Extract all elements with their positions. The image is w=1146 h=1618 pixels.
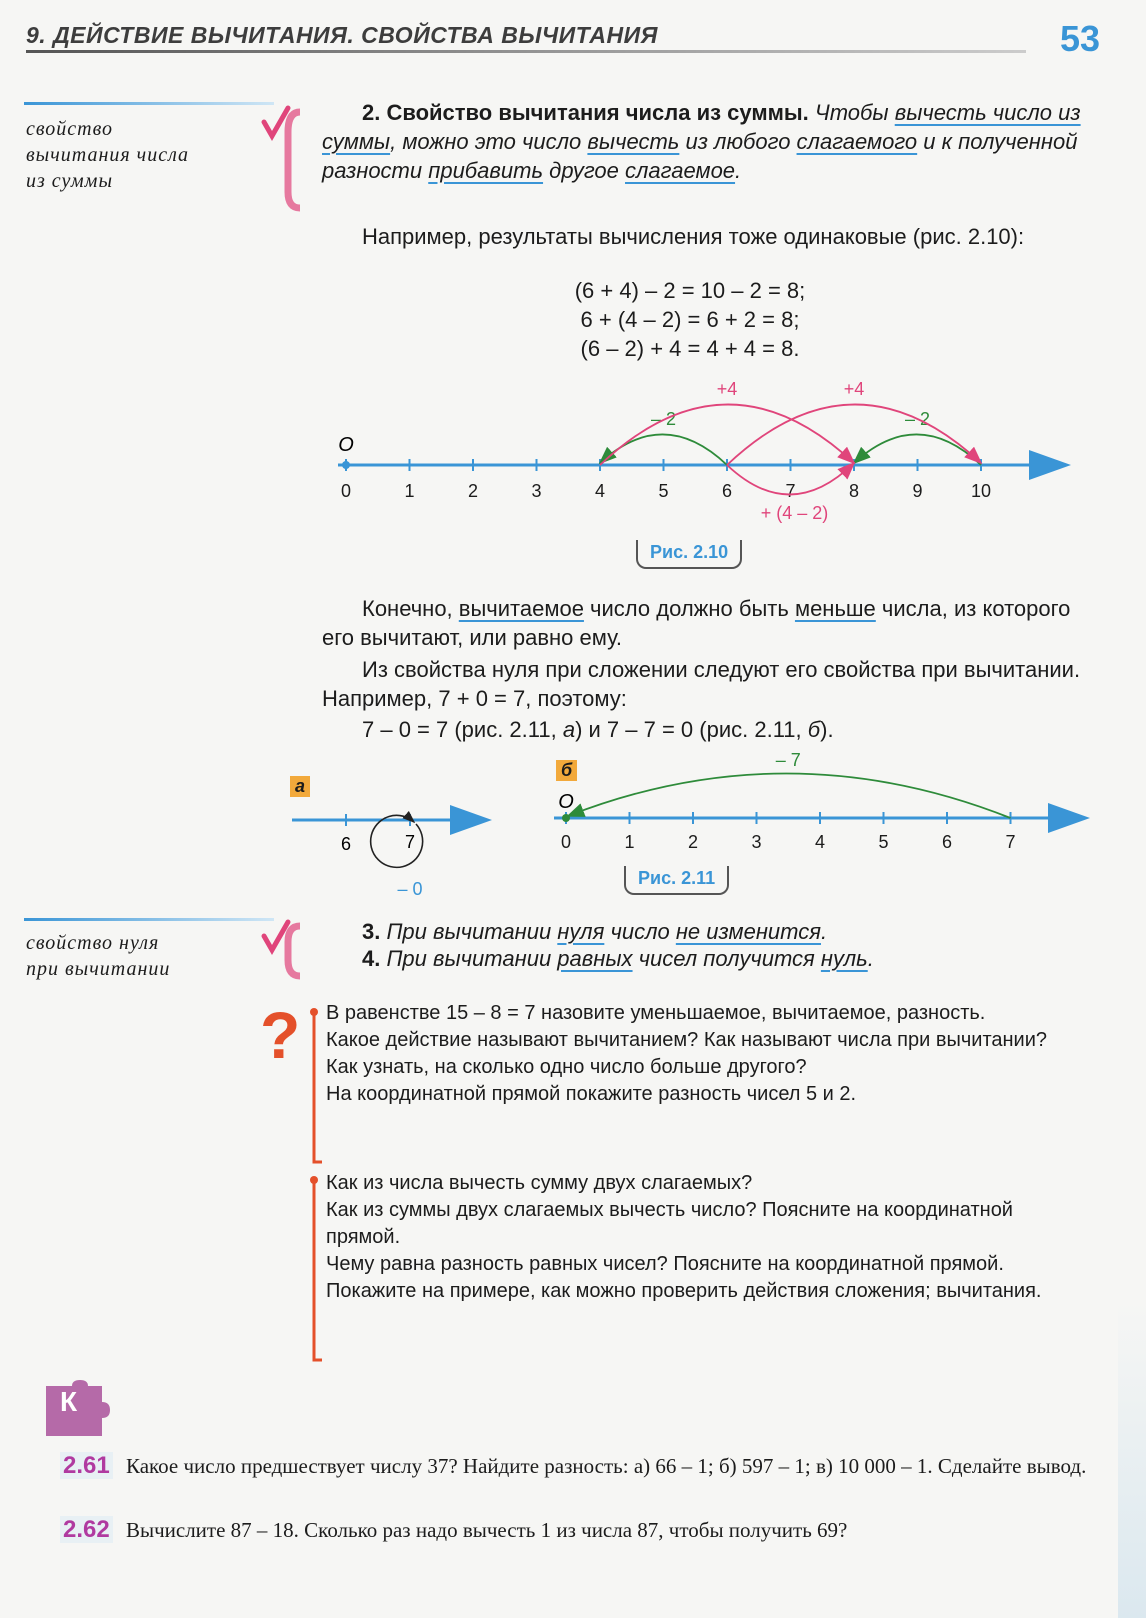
question: Как узнать, на сколько одно число больше другого? [326, 1056, 807, 1078]
tick-label: 7 [785, 481, 796, 501]
tick-label: 8 [848, 481, 860, 501]
side-note-property-zero [26, 930, 170, 982]
question: В равенстве 15 – 8 = 7 назовите уменьшаемое, вычитаемое, разность. [326, 1002, 986, 1024]
rule-term: равных [557, 946, 633, 971]
running-header: 9. ДЕЙСТВИЕ ВЫЧИТАНИЯ. СВОЙСТВА ВЫЧИТАНИЯ [26, 22, 658, 48]
side-note-line: вычитания числа [26, 144, 190, 166]
rule-text: число [604, 919, 676, 944]
equation: (6 + 4) – 2 = 10 – 2 = 8; [574, 278, 806, 303]
rules-3-4 [362, 918, 1082, 972]
tick-label: 7 [1005, 832, 1016, 852]
rule-term: не изменится [675, 919, 821, 944]
question: Какое действие называют вычитанием? Как называют числа при вычитании? [326, 1029, 1048, 1051]
checkmark-icon [258, 102, 308, 212]
rule-text: , можно это число [390, 129, 588, 154]
rule-text: из любого [679, 129, 797, 154]
rule-text: Чтобы [814, 100, 895, 125]
example-equations [520, 276, 860, 363]
text: б [807, 717, 821, 742]
tick-label: 9 [912, 481, 923, 501]
side-note-line: при вычитании [26, 958, 171, 980]
rule-term: прибавить [428, 158, 544, 183]
puzzle-piece-icon [44, 1380, 116, 1440]
panel-a-badge: а [290, 776, 310, 797]
rule-num: 3. [362, 919, 387, 944]
question: Как из числа вычесть сумму двух слагаемых? [326, 1172, 753, 1194]
rule-text: . [735, 158, 742, 183]
arc-label: +4 [843, 379, 865, 399]
rule-term: вычесть [587, 129, 680, 154]
rule-term: нуля [557, 919, 605, 944]
task-number: 2.62 [60, 1516, 113, 1543]
arc [600, 404, 854, 465]
arc-label: – 2 [904, 409, 931, 429]
tick-label: 1 [624, 832, 635, 852]
tick-label: 5 [658, 481, 669, 501]
arc-label: – 2 [650, 409, 677, 429]
tick-label: 10 [970, 481, 992, 501]
tick-label: 3 [531, 481, 542, 501]
arc [727, 404, 981, 465]
tick-label: 3 [751, 832, 762, 852]
equation: 6 + (4 – 2) = 6 + 2 = 8; [580, 307, 800, 332]
figure-2-10-caption-box [636, 540, 742, 569]
questions-group-1 [326, 1000, 1090, 1108]
arc [568, 773, 1011, 818]
page-number: 53 [1060, 18, 1101, 59]
page-edge-decoration [1118, 1300, 1146, 1618]
tick-label: 5 [878, 832, 889, 852]
paragraph-subtrahend [322, 594, 1088, 652]
rule-2 [322, 98, 1088, 185]
arc-label: + (4 – 2) [760, 503, 829, 523]
svg-text:?: ? [260, 1000, 301, 1064]
task-number: 2.61 [60, 1452, 113, 1479]
origin-label: O [338, 434, 354, 456]
side-note-line: из суммы [26, 170, 113, 192]
rule-2-lead: 2. Свойство вычитания числа из суммы. [362, 100, 809, 125]
rule-4 [362, 945, 1082, 972]
task-text: Какое число предшествует числу 37? Найдите разность: а) 66 – 1; б) 597 – 1; в) 10 000 – 1. Сделайте вывод. [125, 1454, 1087, 1478]
questions-group-2 [326, 1170, 1090, 1305]
checkmark-icon [258, 916, 308, 980]
tick-label: 1 [404, 481, 415, 501]
rule-term: нуль [820, 946, 868, 971]
term: меньше [794, 596, 876, 621]
text: 7 – 0 = 7 (рис. 2.11, [362, 717, 563, 742]
tick-label: 0 [340, 481, 352, 501]
rule-text: другое [543, 158, 626, 183]
rule-text: чисел получится [632, 946, 821, 971]
side-note-line: свойство нуля [26, 932, 160, 954]
rule-term: вычесть число из суммы [322, 100, 1081, 154]
rule-3 [362, 918, 1082, 945]
task-2-62 [60, 1516, 1090, 1544]
rule-text: При вычитании [386, 946, 558, 971]
figure-2-11a-number-line [290, 800, 500, 900]
figure-caption: Рис. 2.11 [624, 866, 729, 895]
task-2-61 [60, 1452, 1090, 1480]
text: Конечно, [362, 596, 459, 621]
example-intro: Например, результаты вычисления тоже одинаковые (рис. 2.10): [362, 224, 1025, 249]
figure-caption: Рис. 2.10 [636, 540, 742, 569]
question: Покажите на примере, как можно проверить действия сложения; вычитания. [326, 1280, 1042, 1302]
question-brackets [304, 1004, 324, 1368]
loop-label: – 0 [397, 879, 423, 899]
tick-label: 7 [404, 832, 416, 852]
tick-label: 6 [721, 481, 733, 501]
rule-text: При вычитании [386, 919, 558, 944]
equation: (6 – 2) + 4 = 4 + 4 = 8. [580, 336, 800, 361]
question-mark-icon [256, 1000, 306, 1064]
tick-label: 6 [340, 834, 352, 854]
tasks-badge-letter: К [60, 1386, 78, 1417]
task-text: Вычислите 87 – 18. Сколько раз надо вычесть 1 из числа 87, чтобы получить 69? [125, 1518, 848, 1542]
rule-text: . [821, 919, 828, 944]
tick-label: 4 [594, 481, 606, 501]
term: вычитаемое [458, 596, 584, 621]
figure-2-11b-number-line [550, 750, 1095, 860]
paragraph-zero: Из свойства нуля при сложении следуют его свойства при вычитании. Например, 7 + 0 = 7, поэтому: [322, 657, 1081, 711]
rule-num: 4. [362, 946, 387, 971]
side-note-line: свойство [26, 118, 114, 140]
question: Чему равна разность равных чисел? Поясните на координатной прямой. [326, 1253, 1004, 1275]
tick-label: 0 [560, 832, 572, 852]
side-note-rule [24, 102, 274, 105]
header-rule [26, 50, 1026, 53]
arc-label: +4 [716, 379, 738, 399]
tick-label: 4 [814, 832, 826, 852]
text: число должно быть [583, 596, 795, 621]
text: ) и 7 – 7 = 0 (рис. 2.11, [575, 717, 808, 742]
arc-label: – 7 [775, 750, 801, 770]
paragraph-zero-examples [362, 715, 1082, 744]
side-note-property-sum [26, 116, 189, 194]
rule-text: и к полученной разности [322, 129, 1078, 183]
text: а [562, 717, 576, 742]
tick-label: 2 [687, 832, 699, 852]
text: ). [820, 717, 834, 742]
question: На координатной прямой покажите разность чисел 5 и 2. [326, 1083, 857, 1105]
rule-term: слагаемое [625, 158, 736, 183]
origin-point [342, 461, 350, 469]
tick-label: 2 [467, 481, 479, 501]
origin-label: O [558, 791, 574, 813]
rule-text: . [867, 946, 874, 971]
text: числа, из которого его вычитают, или равно ему. [322, 596, 1071, 650]
rule-term: слагаемого [796, 129, 918, 154]
panel-b-badge: б [556, 760, 577, 781]
tick-label: 6 [941, 832, 953, 852]
question: Как из суммы двух слагаемых вычесть число? Поясните на координатной прямой. [326, 1199, 1013, 1248]
figure-2-10-number-line [320, 370, 1080, 530]
side-note-rule [24, 918, 274, 921]
figure-2-11-caption-box [624, 866, 729, 895]
